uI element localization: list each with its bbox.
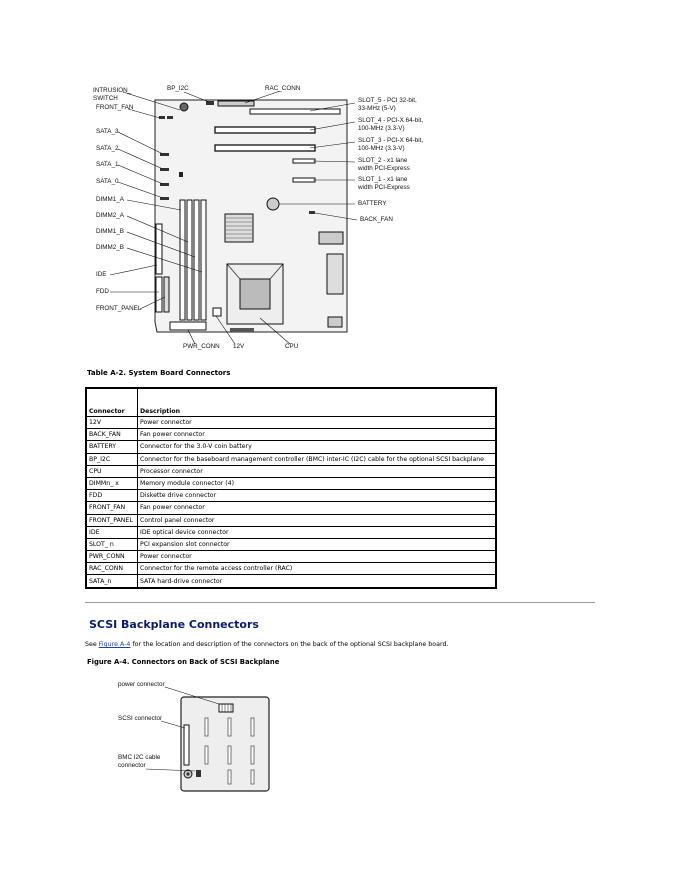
scsi-backplane-diagram xyxy=(115,678,275,798)
table-row xyxy=(86,538,496,550)
cell-description: Connector for the baseboard management controller (BMC) inter-IC (I2C) cable for the optional SCSI backplane xyxy=(138,453,497,465)
section-divider xyxy=(85,602,595,603)
cell-connector: PWR_CONN xyxy=(86,551,138,563)
table-row xyxy=(86,441,496,453)
cell-description: Processor connector xyxy=(138,465,497,477)
callout-bp-i2c: BP_I2C xyxy=(167,85,189,92)
callout-dimm2-a: DIMM2_A xyxy=(96,212,124,219)
callout-slot2-line1: SLOT_2 - x1 lane xyxy=(358,157,408,164)
table-row xyxy=(86,514,496,526)
cell-connector: 12V xyxy=(86,417,138,429)
connectors-table xyxy=(85,387,497,589)
table-row xyxy=(86,526,496,538)
callout-slot1-line1: SLOT_1 - x1 lane xyxy=(358,176,408,183)
table-row xyxy=(86,490,496,502)
cell-description: Connector for the remote access controller (RAC) xyxy=(138,563,497,575)
callout-slot3-line1: SLOT_3 - PCI-X 64-bit, xyxy=(358,137,424,144)
callout-12v: 12V xyxy=(233,343,245,350)
column-header-description: Description xyxy=(138,388,497,417)
cell-connector: BACK_FAN xyxy=(86,429,138,441)
table-row xyxy=(86,465,496,477)
cell-description: Memory module connector (4) xyxy=(138,477,497,489)
cell-connector: SLOT_ n xyxy=(86,538,138,550)
scsi-backplane-figure xyxy=(115,678,275,798)
callout-front-panel: FRONT_PANEL xyxy=(96,305,142,312)
callout-slot2-line2: width PCI-Express xyxy=(358,165,410,172)
cell-description: Fan power connector xyxy=(138,502,497,514)
cell-connector: FRONT_PANEL xyxy=(86,514,138,526)
table-row xyxy=(86,429,496,441)
callout-sata-1: SATA_1 xyxy=(96,161,119,168)
table-row xyxy=(86,502,496,514)
section-paragraph xyxy=(85,641,448,648)
callout-dimm1-a: DIMM1_A xyxy=(96,196,124,203)
table-header-row xyxy=(86,388,496,417)
paragraph-text-after: for the location and description of the connectors on the back of the optional SCSI backplane board. xyxy=(130,641,449,648)
cell-description: Control panel connector xyxy=(138,514,497,526)
callout-dimm2-b: DIMM2_B xyxy=(96,244,124,251)
cell-description: Power connector xyxy=(138,417,497,429)
cell-description: Connector for the 3.0-V coin battery xyxy=(138,441,497,453)
cell-connector: BP_I2C xyxy=(86,453,138,465)
cell-connector: BATTERY xyxy=(86,441,138,453)
cell-description: SATA hard-drive connector xyxy=(138,575,497,588)
figure-a4-link[interactable]: Figure A-4 xyxy=(98,641,131,648)
callout-dimm1-b: DIMM1_B xyxy=(96,228,124,235)
callout-pwr-conn: PWR_CONN xyxy=(183,343,220,350)
callout-cpu: CPU xyxy=(285,343,299,350)
callout-slot1-line2: width PCI-Express xyxy=(358,184,410,191)
callout-battery: BATTERY xyxy=(358,200,387,207)
callout-ide: IDE xyxy=(96,271,107,278)
cell-description: Power connector xyxy=(138,551,497,563)
callout-slot5-line1: SLOT_5 - PCI 32-bit, xyxy=(358,97,417,104)
callout-sata-0: SATA_0 xyxy=(96,178,119,185)
cell-connector: DIMMn_ x xyxy=(86,477,138,489)
cell-description: PCI expansion slot connector xyxy=(138,538,497,550)
callout-power-connector: power connector xyxy=(118,681,165,688)
cell-connector: SATA_n xyxy=(86,575,138,588)
table-caption: Table A-2. System Board Connectors xyxy=(87,369,231,377)
system-board-figure xyxy=(85,82,424,354)
column-header-connector: Connector xyxy=(86,388,138,417)
callout-bmc-i2c-line2: connector xyxy=(118,762,146,769)
callout-scsi-connector: SCSI connector xyxy=(118,715,163,722)
callout-bmc-i2c-line1: BMC I2C cable xyxy=(118,754,161,761)
cell-connector: CPU xyxy=(86,465,138,477)
table-row xyxy=(86,453,496,465)
section-title: SCSI Backplane Connectors xyxy=(89,618,259,631)
cell-connector: FDD xyxy=(86,490,138,502)
callout-slot4-line2: 100-MHz (3.3-V) xyxy=(358,125,405,132)
table-row xyxy=(86,551,496,563)
table-row xyxy=(86,477,496,489)
callout-slot5-line2: 33-MHz (5-V) xyxy=(358,105,396,112)
callout-sata-3: SATA_3 xyxy=(96,128,119,135)
table-row xyxy=(86,563,496,575)
paragraph-text-before: See xyxy=(85,641,99,648)
cell-description: Diskette drive connector xyxy=(138,490,497,502)
callout-intrusion-switch-1: INTRUSION_ xyxy=(93,87,132,94)
cell-connector: FRONT_FAN xyxy=(86,502,138,514)
callout-slot4-line1: SLOT_4 - PCI-X 64-bit, xyxy=(358,117,424,124)
figure-caption: Figure A-4. Connectors on Back of SCSI Backplane xyxy=(87,658,280,666)
callout-back-fan: BACK_FAN xyxy=(360,216,393,223)
callout-slot3-line2: 100-MHz (3.3-V) xyxy=(358,145,405,152)
callout-intrusion-switch-2: SWITCH xyxy=(93,95,118,102)
callout-rac-conn: RAC_CONN xyxy=(265,85,301,92)
table-row xyxy=(86,417,496,429)
cell-connector: IDE xyxy=(86,526,138,538)
table-row xyxy=(86,575,496,588)
callout-front-fan: FRONT_FAN xyxy=(96,104,134,111)
callout-fdd: FDD xyxy=(96,288,109,295)
callout-sata-2: SATA_2 xyxy=(96,145,119,152)
cell-description: Fan power connector xyxy=(138,429,497,441)
cell-description: IDE optical device connector xyxy=(138,526,497,538)
cell-connector: RAC_CONN xyxy=(86,563,138,575)
